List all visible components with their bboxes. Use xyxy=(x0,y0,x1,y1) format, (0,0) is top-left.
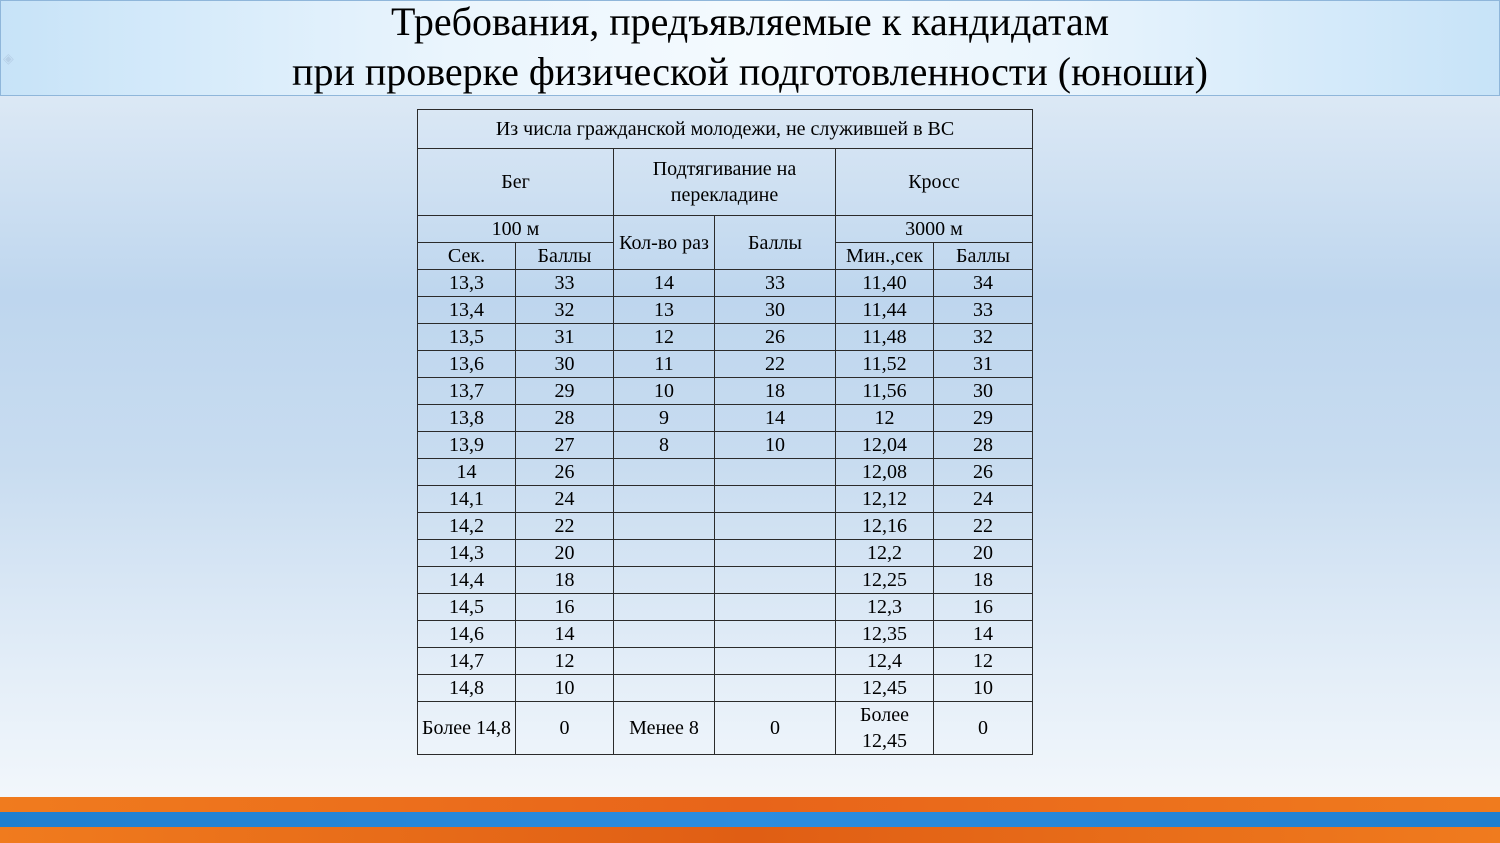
slide-title-banner xyxy=(0,0,1500,96)
table-cell: 13,6 xyxy=(418,351,516,378)
table-cell: 12 xyxy=(934,648,1033,675)
table-cell xyxy=(715,648,836,675)
table-cell: 20 xyxy=(934,540,1033,567)
table-cell: 14 xyxy=(715,405,836,432)
table-row xyxy=(418,378,1033,405)
table-cell: 16 xyxy=(516,594,614,621)
table-cell: 24 xyxy=(934,486,1033,513)
table-cell: 12,08 xyxy=(836,459,934,486)
table-cell: 26 xyxy=(934,459,1033,486)
table-cell: 12,2 xyxy=(836,540,934,567)
table-cell xyxy=(715,621,836,648)
table-cell xyxy=(715,459,836,486)
table-cell: 14,8 xyxy=(418,675,516,702)
table-cell xyxy=(715,513,836,540)
bottom-decorative-stripes xyxy=(0,797,1500,843)
table-cell: 20 xyxy=(516,540,614,567)
table-row xyxy=(418,486,1033,513)
table-cell: 12,25 xyxy=(836,567,934,594)
table-cell: 14,2 xyxy=(418,513,516,540)
table-cell: 12,45 xyxy=(836,675,934,702)
table-cell xyxy=(715,567,836,594)
table-cell: 0 xyxy=(516,702,614,755)
table-cell: 9 xyxy=(614,405,715,432)
table-cell: 11,52 xyxy=(836,351,934,378)
table-cell xyxy=(614,675,715,702)
table-row-last xyxy=(418,702,1033,755)
orange-stripe-top xyxy=(0,797,1500,812)
table-cell: 11,56 xyxy=(836,378,934,405)
subheader-run-points: Баллы xyxy=(516,243,614,270)
blue-stripe xyxy=(0,812,1500,827)
table-cell xyxy=(614,540,715,567)
table-cell: 14,3 xyxy=(418,540,516,567)
table-cell: 14 xyxy=(614,270,715,297)
table-row xyxy=(418,405,1033,432)
table-cell xyxy=(715,675,836,702)
table-cell xyxy=(614,621,715,648)
table-cell: 33 xyxy=(934,297,1033,324)
table-cell: Менее 8 xyxy=(614,702,715,755)
table-cell: 11,40 xyxy=(836,270,934,297)
table-cell: 31 xyxy=(516,324,614,351)
table-cell: 27 xyxy=(516,432,614,459)
table-cell: 12,4 xyxy=(836,648,934,675)
table-cell: 16 xyxy=(934,594,1033,621)
table-cell: 0 xyxy=(934,702,1033,755)
table-cell: 12,12 xyxy=(836,486,934,513)
table-cell: 10 xyxy=(614,378,715,405)
table-cell: 10 xyxy=(516,675,614,702)
table-cell: Более 14,8 xyxy=(418,702,516,755)
table-cell: 30 xyxy=(715,297,836,324)
table-cell: 26 xyxy=(715,324,836,351)
table-cell xyxy=(614,459,715,486)
subheader-cross-time: Мин.,сек xyxy=(836,243,934,270)
table-cell: 13,9 xyxy=(418,432,516,459)
subheader-run-distance: 100 м xyxy=(418,216,614,243)
table-cell: 22 xyxy=(516,513,614,540)
table-cell: 11 xyxy=(614,351,715,378)
table-cell xyxy=(614,648,715,675)
table-cell: 12,16 xyxy=(836,513,934,540)
table-cell: 30 xyxy=(934,378,1033,405)
table-cell: 12,04 xyxy=(836,432,934,459)
table-cell: 0 xyxy=(715,702,836,755)
subheader-pullup-points: Баллы xyxy=(715,216,836,270)
subheader-cross-distance: 3000 м xyxy=(836,216,1033,243)
table-cell xyxy=(614,594,715,621)
table-cell: 28 xyxy=(516,405,614,432)
table-cell: 14 xyxy=(516,621,614,648)
table-cell: 18 xyxy=(934,567,1033,594)
table-cell: 13,7 xyxy=(418,378,516,405)
table-cell: 12 xyxy=(516,648,614,675)
table-cell: 13,3 xyxy=(418,270,516,297)
table-cell: 18 xyxy=(516,567,614,594)
table-row xyxy=(418,540,1033,567)
table-cell: 12 xyxy=(836,405,934,432)
table-row xyxy=(418,648,1033,675)
table-cell: 29 xyxy=(516,378,614,405)
table-caption: Из числа гражданской молодежи, не служившей в ВС xyxy=(418,110,1033,149)
table-cell: 14,6 xyxy=(418,621,516,648)
table-cell xyxy=(715,540,836,567)
table-cell xyxy=(715,594,836,621)
table-cell: 13,8 xyxy=(418,405,516,432)
table-row xyxy=(418,594,1033,621)
table-row xyxy=(418,621,1033,648)
table-cell: 32 xyxy=(934,324,1033,351)
table-cell: 12,35 xyxy=(836,621,934,648)
table-row xyxy=(418,513,1033,540)
table-cell: 26 xyxy=(516,459,614,486)
requirements-table xyxy=(417,109,1033,755)
table-cell: 13,5 xyxy=(418,324,516,351)
slide-title-line-2: при проверке физической подготовленности (юноши) xyxy=(292,49,1208,94)
table-cell: 33 xyxy=(516,270,614,297)
group-header-cross: Кросс xyxy=(836,149,1033,216)
table-cell: 32 xyxy=(516,297,614,324)
table-cell: 18 xyxy=(715,378,836,405)
table-cell: 24 xyxy=(516,486,614,513)
table-cell: 22 xyxy=(934,513,1033,540)
table-row xyxy=(418,675,1033,702)
table-row xyxy=(418,459,1033,486)
table-cell: 28 xyxy=(934,432,1033,459)
group-header-pullup: Подтягивание на перекладине xyxy=(614,149,836,216)
table-row xyxy=(418,297,1033,324)
table-cell xyxy=(614,567,715,594)
table-row xyxy=(418,270,1033,297)
group-header-run: Бег xyxy=(418,149,614,216)
subheader-pullup-count: Кол-во раз xyxy=(614,216,715,270)
decorative-mark-icon: ◈ xyxy=(3,52,14,67)
subheader-cross-points: Баллы xyxy=(934,243,1033,270)
table-cell: 14,7 xyxy=(418,648,516,675)
table-row xyxy=(418,567,1033,594)
table-cell xyxy=(614,486,715,513)
subheader-run-seconds: Сек. xyxy=(418,243,516,270)
table-cell: 14,1 xyxy=(418,486,516,513)
table-cell: 33 xyxy=(715,270,836,297)
table-cell: Более 12,45 xyxy=(836,702,934,755)
table-cell xyxy=(715,486,836,513)
table-cell: 8 xyxy=(614,432,715,459)
table-cell: 14,4 xyxy=(418,567,516,594)
slide-title-line-1: Требования, предъявляемые к кандидатам xyxy=(390,0,1110,44)
table-cell: 30 xyxy=(516,351,614,378)
table-cell: 29 xyxy=(934,405,1033,432)
orange-stripe-bottom xyxy=(0,827,1500,843)
table-row xyxy=(418,324,1033,351)
table-cell: 14 xyxy=(934,621,1033,648)
table-cell: 22 xyxy=(715,351,836,378)
table-cell: 34 xyxy=(934,270,1033,297)
table-cell xyxy=(614,513,715,540)
table-cell: 12 xyxy=(614,324,715,351)
table-cell: 12,3 xyxy=(836,594,934,621)
table-cell: 13,4 xyxy=(418,297,516,324)
table-cell: 31 xyxy=(934,351,1033,378)
table-cell: 11,48 xyxy=(836,324,934,351)
table-cell: 10 xyxy=(715,432,836,459)
table-row xyxy=(418,432,1033,459)
table-cell: 11,44 xyxy=(836,297,934,324)
table-row xyxy=(418,351,1033,378)
table-cell: 13 xyxy=(614,297,715,324)
table-cell: 14 xyxy=(418,459,516,486)
table-cell: 14,5 xyxy=(418,594,516,621)
table-cell: 10 xyxy=(934,675,1033,702)
